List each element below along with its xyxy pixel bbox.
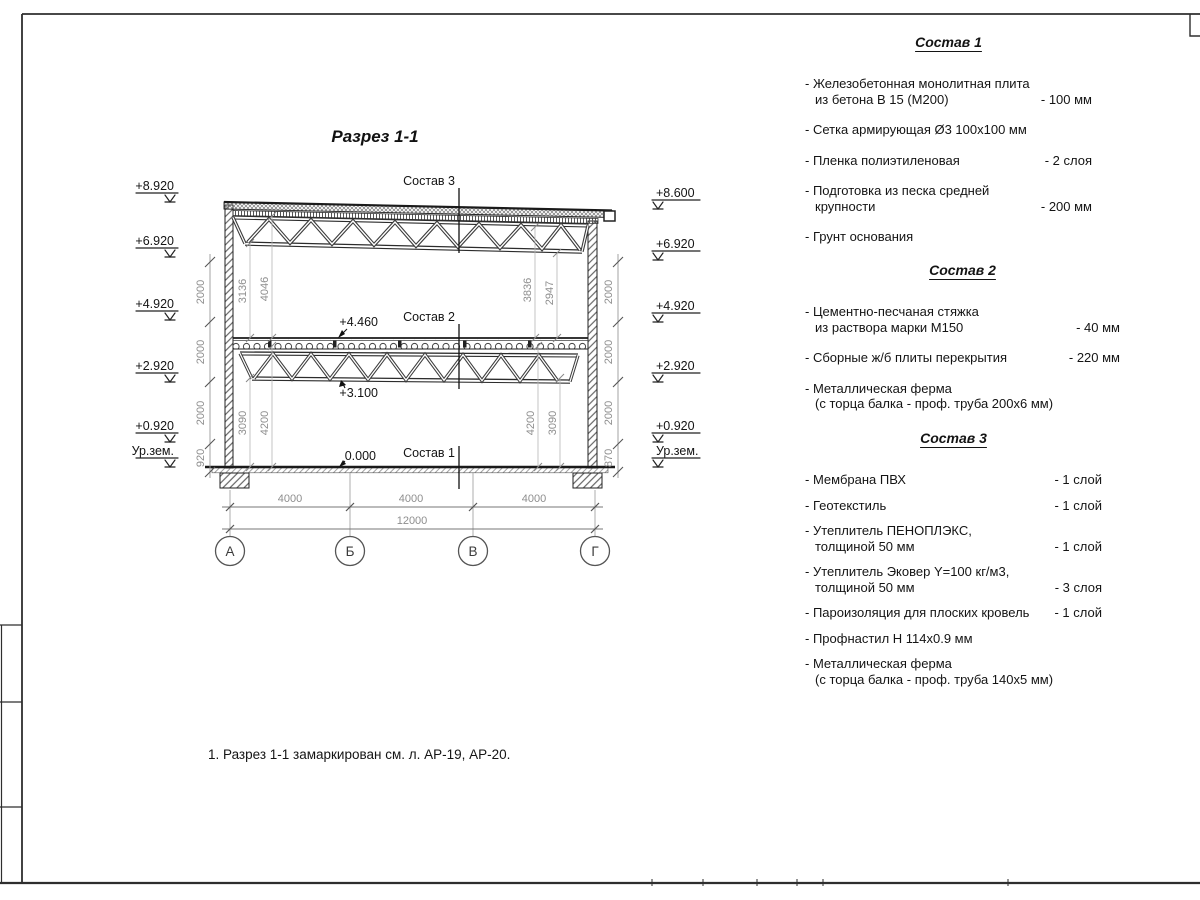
spec-section-3 <box>805 430 1102 697</box>
svg-text:4000: 4000 <box>521 493 547 505</box>
floor-slab <box>233 338 588 349</box>
level-0000: 0.000 <box>344 449 376 463</box>
svg-text:2000: 2000 <box>195 400 207 426</box>
svg-text:+0.920: +0.920 <box>135 419 174 433</box>
elevation-mark <box>135 234 178 257</box>
elevation-mark <box>135 297 178 320</box>
spec-title: Состав 3 <box>920 430 987 446</box>
svg-text:2000: 2000 <box>603 400 615 426</box>
callout-sostav2: Состав 2 <box>403 310 455 324</box>
svg-text:2947: 2947 <box>544 280 556 306</box>
elevation-markers-right <box>652 186 700 467</box>
right-foundation <box>573 473 602 488</box>
elevation-mark <box>652 237 700 260</box>
axis-bubbles <box>216 537 610 566</box>
spec-item: - Металлическая ферма (с торца балка - проф. труба 200х6 мм) <box>805 380 1054 411</box>
spec-item: - Подготовка из песка средней крупности - 200 мм <box>805 183 1092 214</box>
level-4460: +4.460 <box>339 315 378 329</box>
svg-text:2000: 2000 <box>195 279 207 305</box>
svg-text:4200: 4200 <box>525 410 537 436</box>
svg-text:4000: 4000 <box>398 493 424 505</box>
svg-text:+6.920: +6.920 <box>656 237 695 251</box>
svg-text:4000: 4000 <box>277 493 303 505</box>
svg-text:920: 920 <box>195 448 207 468</box>
dimension-chain-left <box>195 254 215 478</box>
spec-title: Состав 2 <box>929 262 996 278</box>
spec-item: - Утеплитель ПЕНОПЛЭКС, толщиной 50 мм - 1 слой <box>805 523 1102 554</box>
svg-text:3836: 3836 <box>522 277 534 303</box>
ground-level-mark <box>132 444 178 467</box>
svg-text:+8.600: +8.600 <box>656 186 695 200</box>
svg-text:4046: 4046 <box>259 276 271 302</box>
spec-item: - Металлическая ферма (с торца балка - проф. труба 140х5 мм) <box>805 656 1054 687</box>
svg-text:Ур.зем.: Ур.зем. <box>131 444 174 458</box>
svg-text:+4.920: +4.920 <box>656 299 695 313</box>
roof-edge-cap <box>604 211 615 221</box>
elevation-mark <box>652 419 700 442</box>
svg-text:2000: 2000 <box>603 339 615 365</box>
axis-label: В <box>468 544 478 559</box>
spec-item: - Сетка армирующая Ø3 100х100 мм <box>805 122 1027 137</box>
svg-text:3090: 3090 <box>547 410 559 436</box>
bottom-dimensions <box>216 472 610 566</box>
spec-item: - Геотекстиль - 1 слой <box>805 497 1102 513</box>
svg-text:+0.920: +0.920 <box>656 419 695 433</box>
level-3100: +3.100 <box>339 386 378 400</box>
svg-text:+2.920: +2.920 <box>135 359 174 373</box>
elevation-mark <box>652 359 700 382</box>
spec-item: - Железобетонная монолитная плита из бетона В 15 (М200) - 100 мм <box>805 76 1092 107</box>
svg-text:+6.920: +6.920 <box>135 234 174 248</box>
ground <box>205 467 615 488</box>
axis-label: Б <box>345 544 355 559</box>
spec-item: - Утеплитель Эковер Y=100 кг/м3, толщиной 50 мм - 3 слоя <box>805 564 1102 595</box>
spec-item: - Сборные ж/б плиты перекрытия - 220 мм <box>805 350 1120 365</box>
section-title: Разрез 1-1 <box>331 127 419 146</box>
callout-sostav3: Состав 3 <box>403 174 455 188</box>
walls <box>225 205 597 468</box>
axis-label: Г <box>591 544 599 559</box>
svg-text:+4.920: +4.920 <box>135 297 174 311</box>
spec-item: - Цементно-песчаная стяжка из раствора марки М150 - 40 мм <box>805 304 1120 335</box>
svg-text:2000: 2000 <box>195 339 207 365</box>
right-wall <box>588 221 597 468</box>
drawing-note: 1. Разрез 1-1 замаркирован см. л. АР-19, АР-20. <box>208 747 511 762</box>
spec-item: - Профнастил Н 114х0.9 мм <box>805 630 973 646</box>
elevation-mark <box>135 419 178 442</box>
floor-truss <box>240 352 578 383</box>
elevation-markers-left <box>132 179 178 467</box>
axis-label: А <box>225 544 235 559</box>
svg-text:+2.920: +2.920 <box>656 359 695 373</box>
spec-section-2 <box>805 262 1120 427</box>
spec-item: - Мембрана ПВХ - 1 слой <box>805 472 1102 487</box>
svg-text:4200: 4200 <box>259 410 271 436</box>
svg-text:870: 870 <box>603 448 615 468</box>
spec-title: Состав 1 <box>915 34 982 50</box>
dimension-chain-right <box>603 254 623 478</box>
svg-text:Ур.зем.: Ур.зем. <box>656 444 699 458</box>
elevation-mark <box>652 186 700 209</box>
svg-text:12000: 12000 <box>396 515 428 527</box>
spec-section-1 <box>805 34 1092 260</box>
svg-text:+8.920: +8.920 <box>135 179 174 193</box>
left-wall <box>225 205 233 468</box>
callout-sostav1: Состав 1 <box>403 446 455 460</box>
svg-text:3136: 3136 <box>237 278 249 304</box>
elevation-mark <box>135 359 178 382</box>
spec-item: - Пароизоляция для плоских кровель - 1 слой <box>805 605 1102 620</box>
elevation-mark <box>135 179 178 202</box>
svg-text:3090: 3090 <box>237 410 249 436</box>
ground-level-mark <box>652 444 700 467</box>
svg-text:2000: 2000 <box>603 279 615 305</box>
spec-item: - Пленка полиэтиленовая - 2 слоя <box>805 152 1092 168</box>
elevation-mark <box>652 299 700 322</box>
spec-item: - Грунт основания <box>805 229 914 244</box>
left-foundation <box>220 473 249 488</box>
